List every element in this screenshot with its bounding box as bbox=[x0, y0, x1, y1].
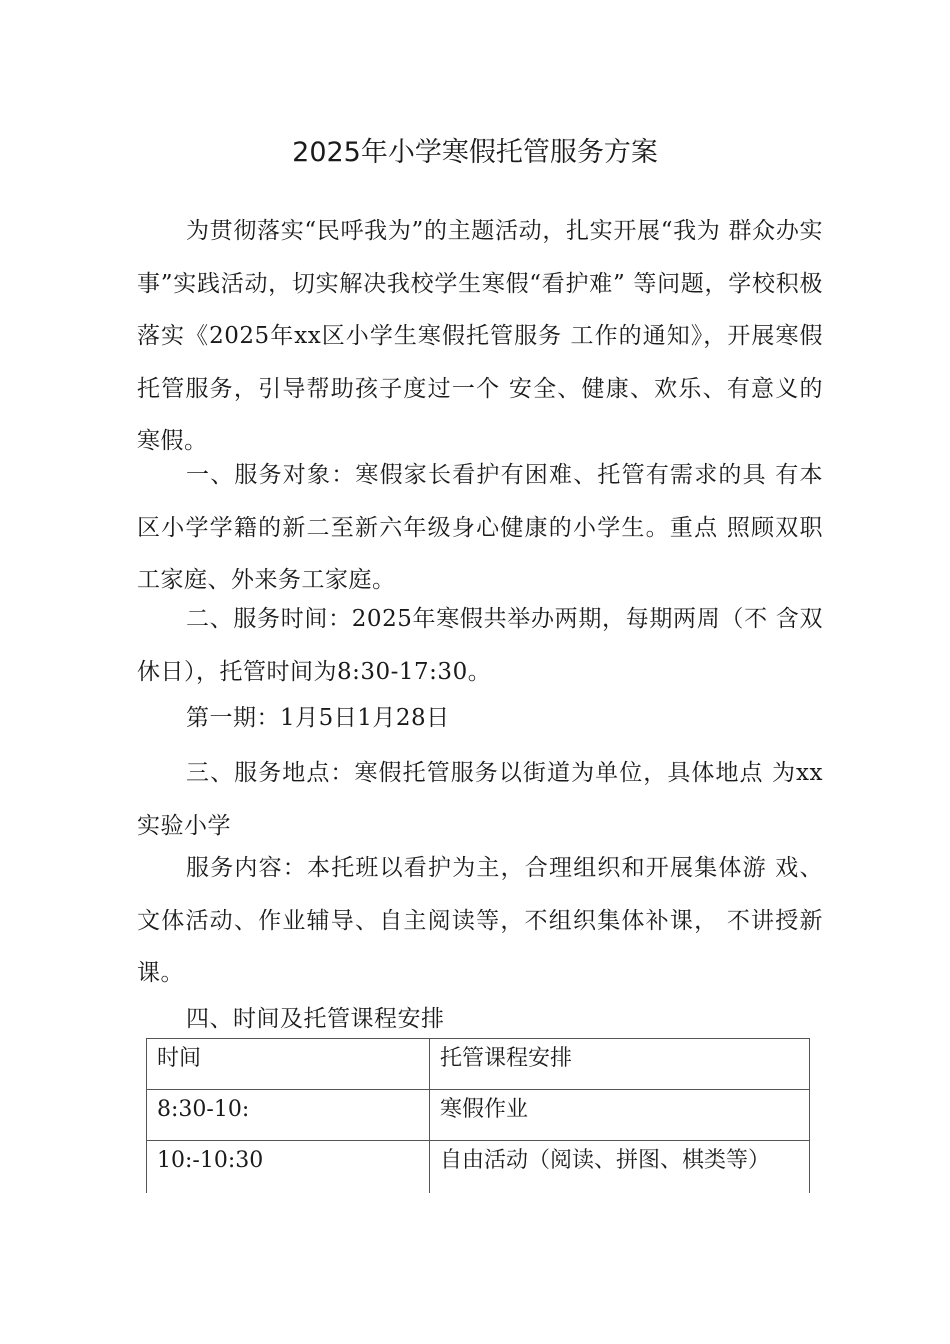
paragraph-service-content: 服务内容：本托班以看护为主，合理组织和开展集体游 戏、文体活动、作业辅导、自主阅读等，不组织集体补课， 不讲授新课。 bbox=[137, 855, 823, 986]
table-row bbox=[147, 1090, 810, 1141]
schedule-table bbox=[146, 1038, 810, 1193]
paragraph-service-location: 三、服务地点：寒假托管服务以街道为单位，具体地点 为xx实验小学 bbox=[137, 760, 823, 839]
table-cell-time: 10:-10:30 bbox=[147, 1141, 430, 1194]
table-row bbox=[147, 1141, 810, 1194]
document-title: 2025年小学寒假托管服务方案 bbox=[292, 137, 658, 168]
paragraph-service-time: 二、服务时间：2025年寒假共举办两期，每期两周（不 含双休日），托管时间为8:30-17:30。 bbox=[137, 606, 823, 685]
paragraph-schedule-heading: 四、时间及托管课程安排 bbox=[186, 1006, 445, 1032]
table-cell-time: 8:30-10: bbox=[147, 1090, 430, 1141]
table-header-cell: 托管课程安排 bbox=[430, 1039, 810, 1090]
paragraph-intro: 为贯彻落实“民呼我为”的主题活动，扎实开展“我为 群众办实事”实践活动，切实解决我校学生寒假“看护难” 等问题，学校积极落实《2025年xx区小学生寒假托管服务 工作的通知》，开展寒假托管服务，引导帮助孩子度过一个 安全、健康、欢乐、有意义的寒假。 bbox=[137, 218, 823, 454]
table-cell-activity: 自由活动（阅读、拼图、棋类等） bbox=[430, 1141, 810, 1194]
paragraph-first-period: 第一期：1月5日1月28日 bbox=[186, 705, 450, 731]
paragraph-service-target: 一、服务对象：寒假家长看护有困难、托管有需求的具 有本区小学学籍的新二至新六年级身心健康的小学生。重点 照顾双职工家庭、外来务工家庭。 bbox=[137, 462, 823, 593]
table-header-row bbox=[147, 1039, 810, 1090]
table-header-cell: 时间 bbox=[147, 1039, 430, 1090]
table-cell-activity: 寒假作业 bbox=[430, 1090, 810, 1141]
